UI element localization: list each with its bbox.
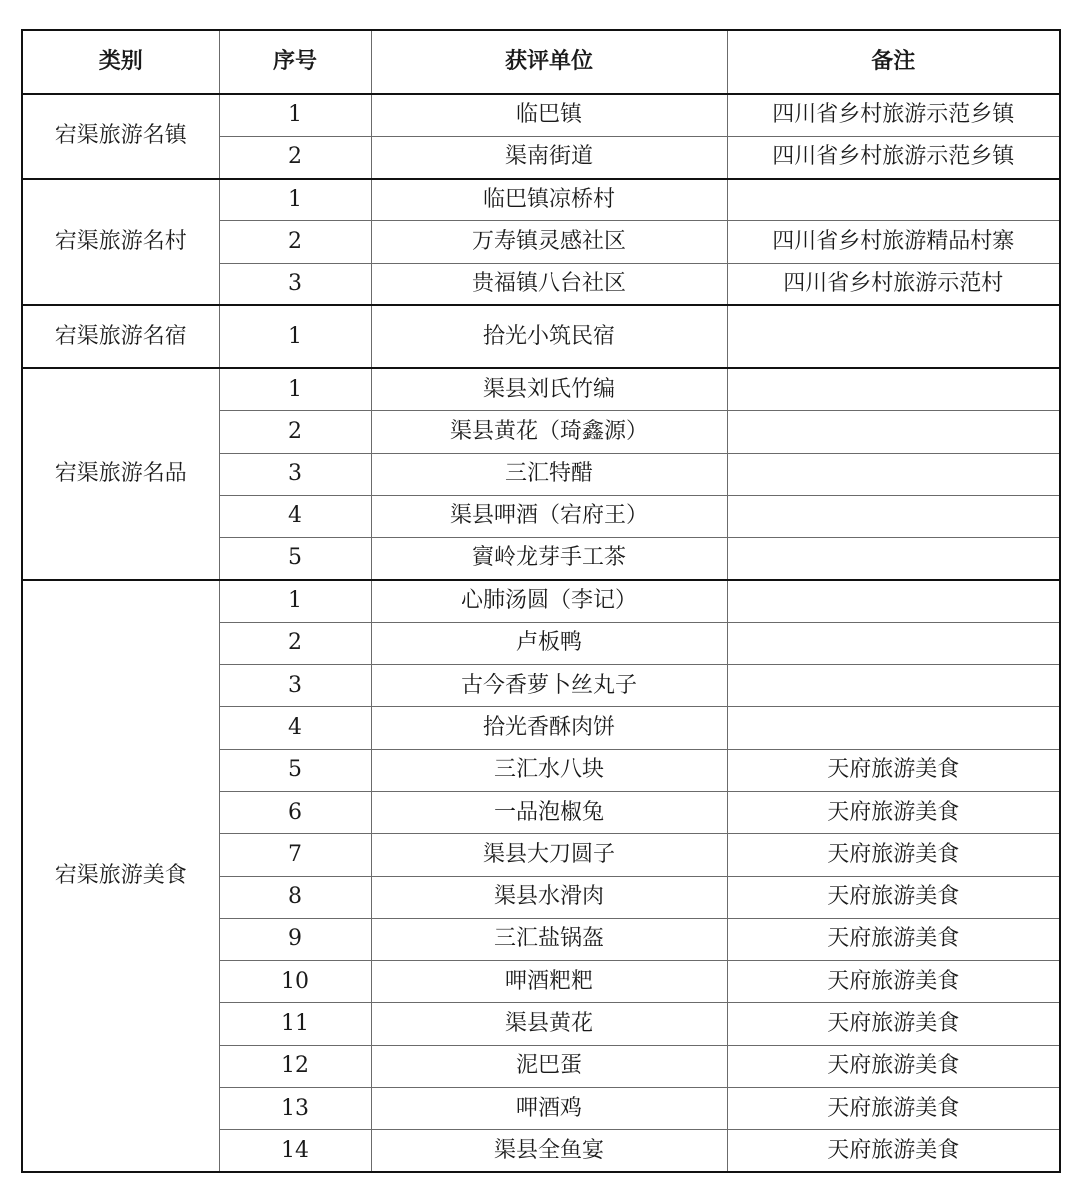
number-cell: 3 xyxy=(219,263,371,305)
note-cell xyxy=(727,368,1060,410)
unit-cell: 一品泡椒兔 xyxy=(371,791,727,833)
note-cell: 天府旅游美食 xyxy=(727,1003,1060,1045)
note-cell: 天府旅游美食 xyxy=(727,791,1060,833)
number-cell: 12 xyxy=(219,1045,371,1087)
number-cell: 5 xyxy=(219,749,371,791)
note-cell xyxy=(727,179,1060,221)
header-note: 备注 xyxy=(727,30,1060,94)
unit-cell: 拾光香酥肉饼 xyxy=(371,707,727,749)
unit-cell: 临巴镇 xyxy=(371,94,727,136)
unit-cell: 渠县黄花 xyxy=(371,1003,727,1045)
note-cell xyxy=(727,622,1060,664)
unit-cell: 渠南街道 xyxy=(371,136,727,178)
note-cell: 四川省乡村旅游示范村 xyxy=(727,263,1060,305)
unit-cell: 三汇盐锅盔 xyxy=(371,918,727,960)
unit-cell: 拾光小筑民宿 xyxy=(371,305,727,368)
unit-cell: 渠县全鱼宴 xyxy=(371,1130,727,1172)
unit-cell: 渠县刘氏竹编 xyxy=(371,368,727,410)
unit-cell: 渠县黄花（琦鑫源） xyxy=(371,411,727,453)
number-cell: 4 xyxy=(219,707,371,749)
number-cell: 2 xyxy=(219,411,371,453)
number-cell: 2 xyxy=(219,136,371,178)
note-cell: 四川省乡村旅游精品村寨 xyxy=(727,221,1060,263)
number-cell: 8 xyxy=(219,876,371,918)
note-cell: 天府旅游美食 xyxy=(727,918,1060,960)
number-cell: 4 xyxy=(219,495,371,537)
category-cell: 宕渠旅游名品 xyxy=(22,368,219,579)
category-cell: 宕渠旅游名宿 xyxy=(22,305,219,368)
table-row xyxy=(22,305,1060,368)
unit-cell: 卢板鸭 xyxy=(371,622,727,664)
unit-cell: 渠县水滑肉 xyxy=(371,876,727,918)
number-cell: 10 xyxy=(219,961,371,1003)
table-row xyxy=(22,94,1060,136)
note-cell: 天府旅游美食 xyxy=(727,749,1060,791)
unit-cell: 呷酒鸡 xyxy=(371,1088,727,1130)
number-cell: 14 xyxy=(219,1130,371,1172)
unit-cell: 呷酒粑粑 xyxy=(371,961,727,1003)
note-cell: 天府旅游美食 xyxy=(727,1045,1060,1087)
note-cell: 天府旅游美食 xyxy=(727,876,1060,918)
note-cell: 天府旅游美食 xyxy=(727,834,1060,876)
unit-cell: 三汇水八块 xyxy=(371,749,727,791)
awards-table xyxy=(21,29,1061,1173)
note-cell xyxy=(727,707,1060,749)
category-cell: 宕渠旅游名镇 xyxy=(22,94,219,179)
unit-cell: 賨岭龙芽手工茶 xyxy=(371,538,727,580)
category-cell: 宕渠旅游美食 xyxy=(22,580,219,1172)
table-row xyxy=(22,179,1060,221)
number-cell: 1 xyxy=(219,94,371,136)
unit-cell: 渠县呷酒（宕府王） xyxy=(371,495,727,537)
header-category: 类别 xyxy=(22,30,219,94)
note-cell xyxy=(727,305,1060,368)
number-cell: 1 xyxy=(219,179,371,221)
table-row xyxy=(22,580,1060,622)
unit-cell: 三汇特醋 xyxy=(371,453,727,495)
note-cell: 天府旅游美食 xyxy=(727,1088,1060,1130)
unit-cell: 贵福镇八台社区 xyxy=(371,263,727,305)
number-cell: 9 xyxy=(219,918,371,960)
number-cell: 6 xyxy=(219,791,371,833)
note-cell: 四川省乡村旅游示范乡镇 xyxy=(727,94,1060,136)
number-cell: 2 xyxy=(219,622,371,664)
unit-cell: 泥巴蛋 xyxy=(371,1045,727,1087)
note-cell xyxy=(727,495,1060,537)
note-cell xyxy=(727,453,1060,495)
number-cell: 1 xyxy=(219,305,371,368)
header-number: 序号 xyxy=(219,30,371,94)
note-cell: 天府旅游美食 xyxy=(727,961,1060,1003)
unit-cell: 古今香萝卜丝丸子 xyxy=(371,665,727,707)
unit-cell: 万寿镇灵感社区 xyxy=(371,221,727,263)
number-cell: 2 xyxy=(219,221,371,263)
unit-cell: 心肺汤圆（李记） xyxy=(371,580,727,622)
note-cell xyxy=(727,580,1060,622)
category-cell: 宕渠旅游名村 xyxy=(22,179,219,306)
note-cell: 天府旅游美食 xyxy=(727,1130,1060,1172)
table-row xyxy=(22,368,1060,410)
note-cell: 四川省乡村旅游示范乡镇 xyxy=(727,136,1060,178)
number-cell: 3 xyxy=(219,665,371,707)
number-cell: 1 xyxy=(219,580,371,622)
number-cell: 3 xyxy=(219,453,371,495)
unit-cell: 渠县大刀圆子 xyxy=(371,834,727,876)
number-cell: 13 xyxy=(219,1088,371,1130)
number-cell: 7 xyxy=(219,834,371,876)
header-unit: 获评单位 xyxy=(371,30,727,94)
table-body xyxy=(22,94,1060,1172)
unit-cell: 临巴镇凉桥村 xyxy=(371,179,727,221)
note-cell xyxy=(727,411,1060,453)
note-cell xyxy=(727,538,1060,580)
number-cell: 1 xyxy=(219,368,371,410)
note-cell xyxy=(727,665,1060,707)
number-cell: 5 xyxy=(219,538,371,580)
header-row xyxy=(22,30,1060,94)
number-cell: 11 xyxy=(219,1003,371,1045)
